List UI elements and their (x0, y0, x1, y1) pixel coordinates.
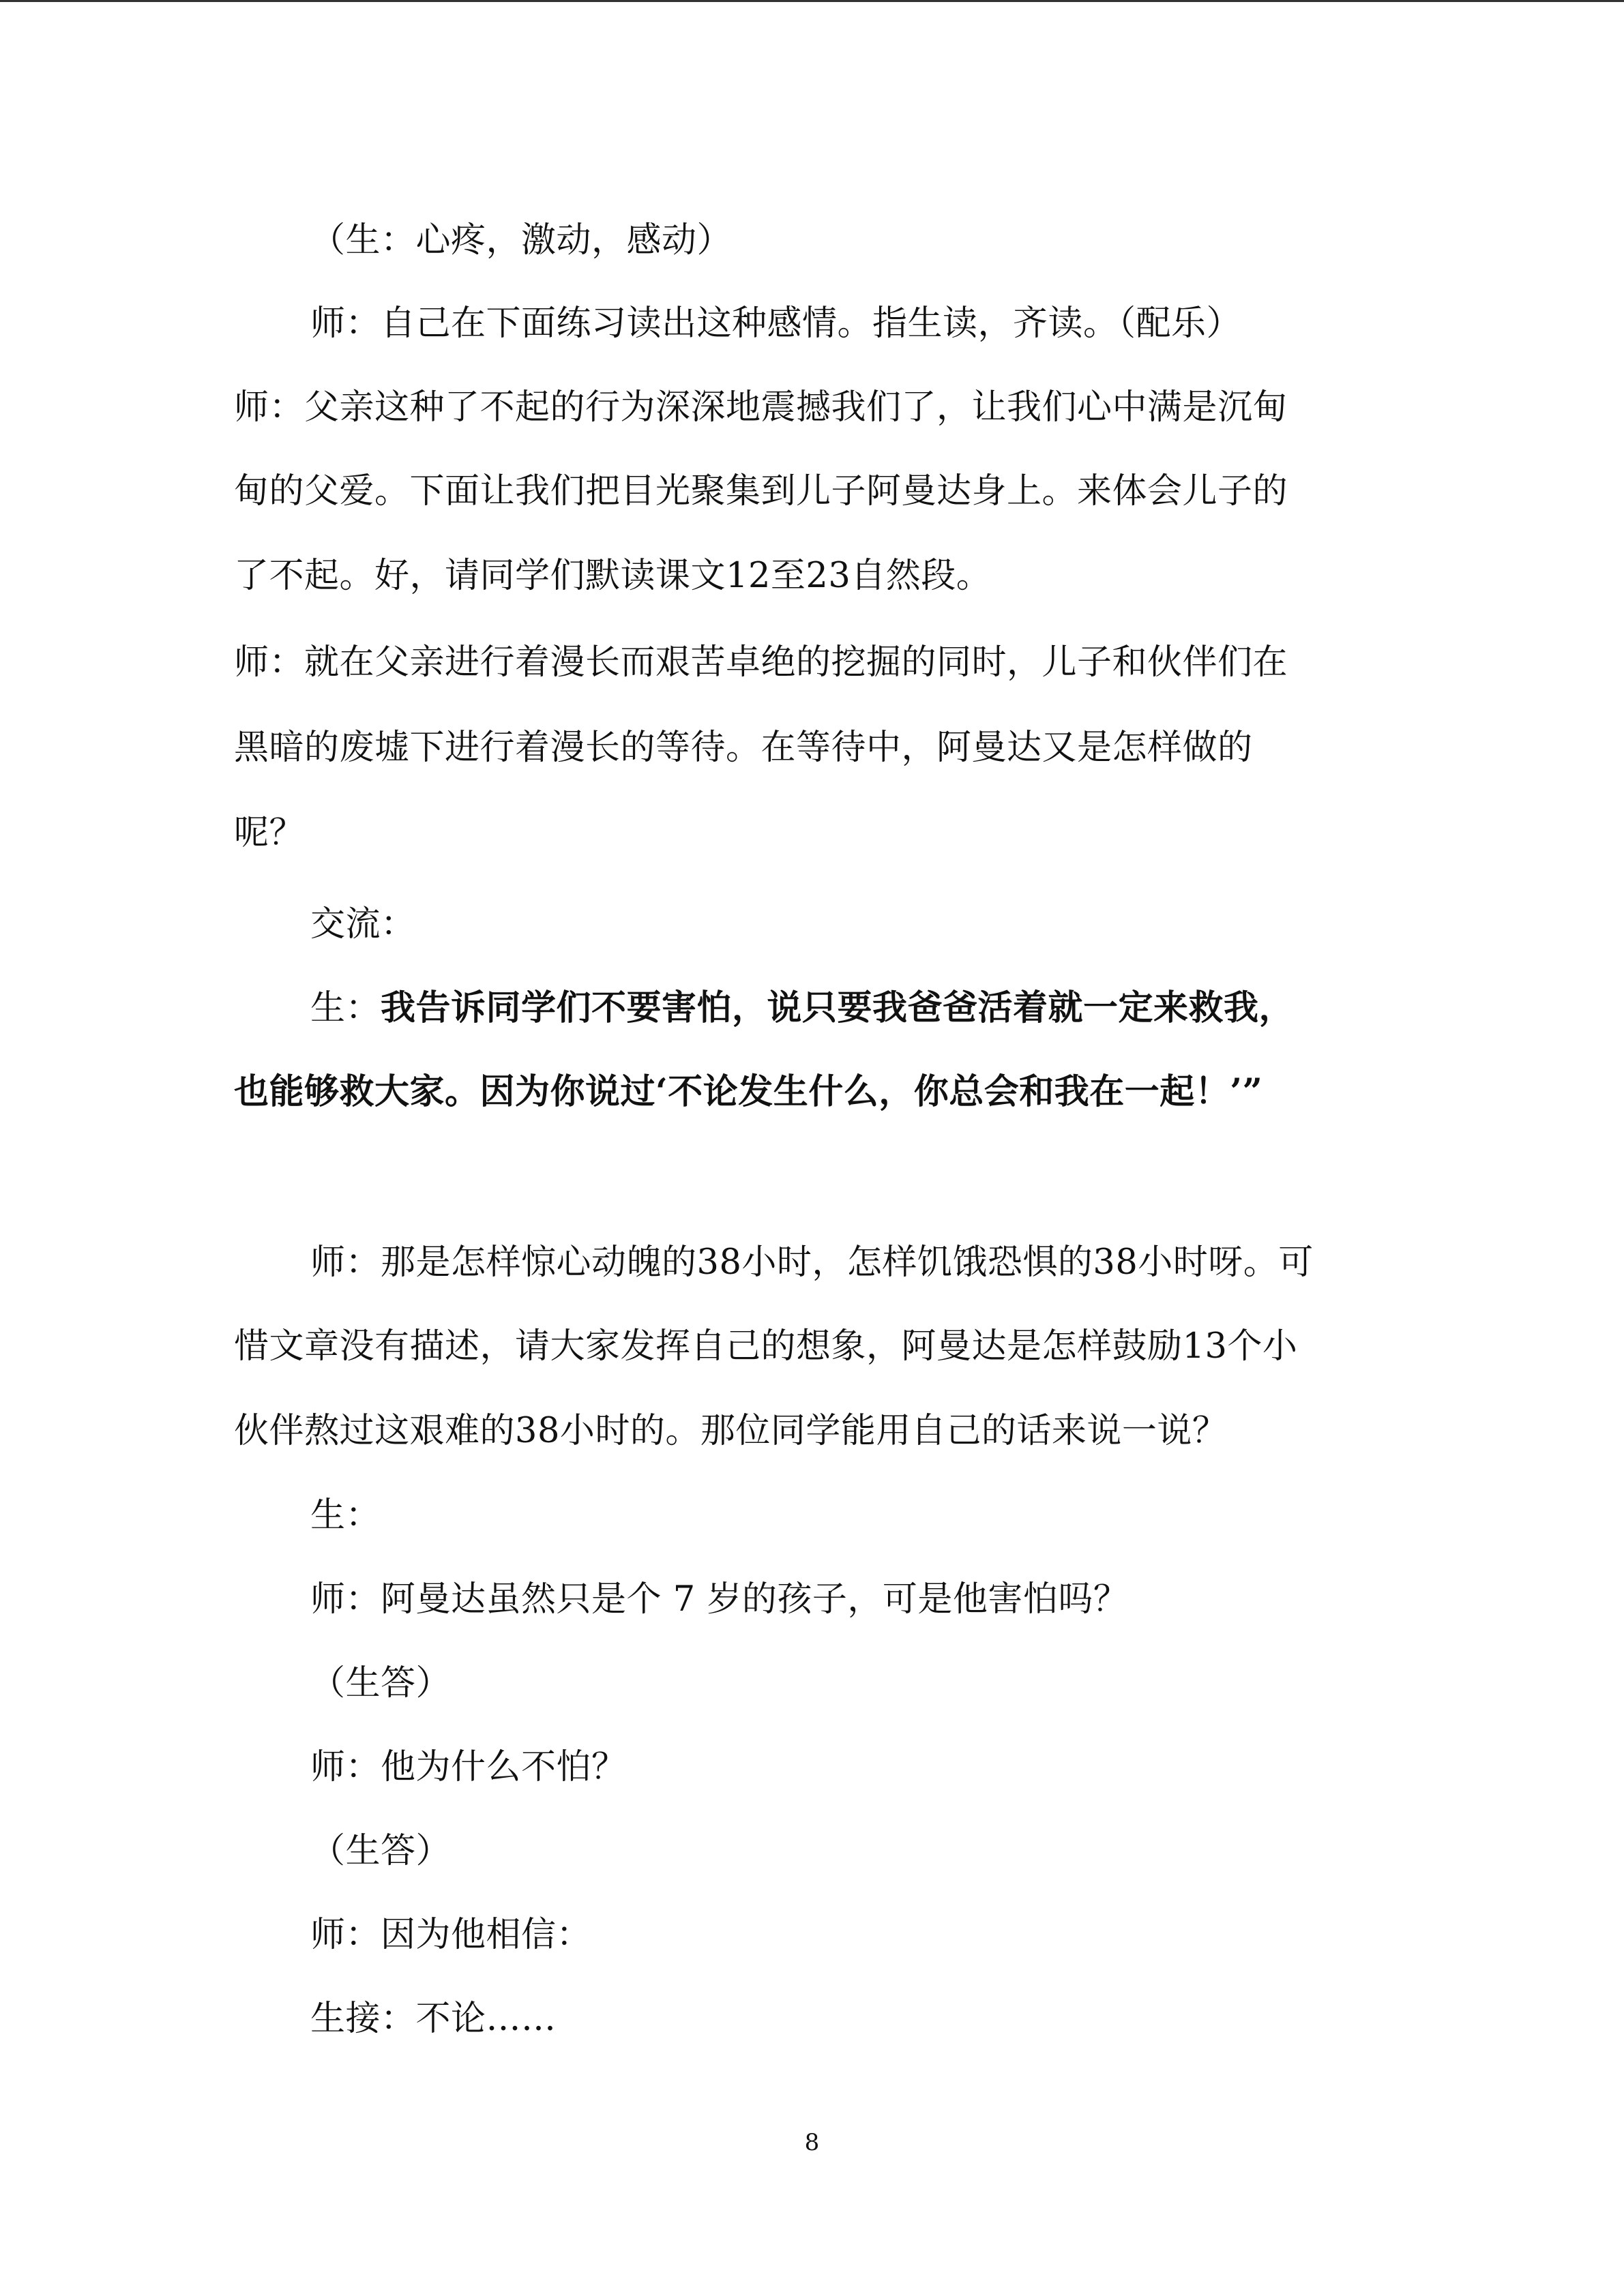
text-line: 黑暗的废墟下进行着漫长的等待。在等待中，阿曼达又是怎样做的 (234, 728, 1253, 768)
text-line: 惜文章没有描述，请大家发挥自己的想象，阿曼达是怎样鼓励13个小 (234, 1326, 1298, 1367)
text-line: 交流： (310, 904, 416, 944)
text-line: 师：父亲这种了不起的行为深深地震撼我们了，让我们心中满是沉甸 (234, 387, 1288, 428)
text-line: （生答） (310, 1831, 452, 1871)
text-line: 生接：不论…… (310, 1999, 557, 2039)
bold-quote-text: 也能够救大家。因为你说过‘不论发生什么，你总会和我在一起！’” (234, 1071, 1263, 1112)
text-line: （生：心疼，激动，感动） (310, 220, 733, 260)
text-line: 师：自己在下面练习读出这种感情。指生读，齐读。（配乐） (310, 303, 1242, 344)
text-line: 了不起。好，请同学们默读课文12至23自然段。 (234, 556, 992, 596)
text-line: 伙伴熬过这艰难的38小时的。那位同学能用自己的话来说一说？ (234, 1411, 1228, 1451)
text-line: 甸的父爱。下面让我们把目光聚集到儿子阿曼达身上。来体会儿子的 (234, 471, 1288, 511)
text-line: 师：因为他相信： (310, 1915, 592, 1955)
page-number: 8 (804, 2129, 820, 2156)
bold-quote-text: 我告诉同学们不要害怕，说只要我爸爸活着就一定来救我， (381, 987, 1295, 1028)
text-line: 师：阿曼达虽然只是个 7 岁的孩子，可是他害怕吗？ (310, 1579, 1129, 1620)
speaker-prefix: 生： (310, 988, 381, 1028)
text-line: 师：那是怎样惊心动魄的38小时，怎样饥饿恐惧的38小时呀。可 (310, 1242, 1314, 1283)
text-line: 呢？ (234, 813, 305, 853)
text-line: 生： (310, 1495, 381, 1536)
student-bold-quote (310, 984, 1294, 1032)
text-line: 师：他为什么不怕？ (310, 1747, 627, 1787)
text-line: 师：就在父亲进行着漫长而艰苦卓绝的挖掘的同时，儿子和伙伴们在 (234, 642, 1288, 683)
text-line: （生答） (310, 1663, 452, 1703)
